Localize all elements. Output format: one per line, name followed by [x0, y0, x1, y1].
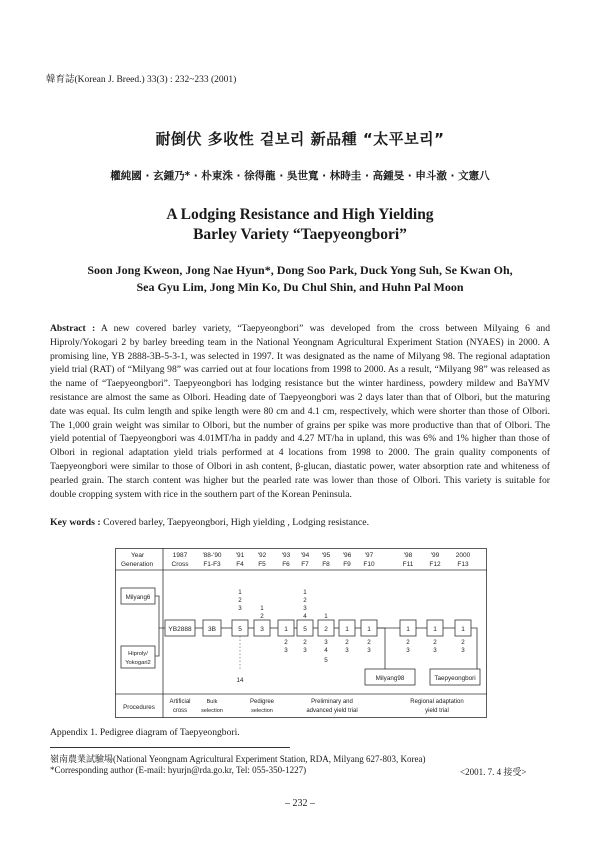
node-f7: 5 — [303, 626, 307, 633]
f4-sibling: 1 — [238, 589, 242, 596]
f8-sibling: 3 — [324, 639, 328, 646]
f7-sibling: 3 — [303, 605, 307, 612]
f7-sibling: 3 — [303, 647, 307, 654]
year-91: '91 — [235, 552, 245, 559]
f7-sibling: 4 — [303, 613, 307, 620]
gen-f4: F4 — [236, 561, 244, 568]
footnote-affiliation: 嶺南農業試驗場(National Yeongnam Agricultural Experiment Station, RDA, Milyang 627-803, Korea) — [50, 754, 426, 764]
year-97: '97 — [364, 552, 374, 559]
korean-title: 耐倒伏 多收性 겉보리 新品種 “太平보리” — [155, 130, 445, 148]
f4-sibling: 3 — [238, 605, 242, 612]
f13-sibling: 2 — [461, 639, 465, 646]
f4-sibling: 2 — [238, 597, 242, 604]
node-f5: 3 — [260, 626, 264, 633]
proc-bulk: Bulk — [206, 699, 218, 705]
figure-caption: Appendix 1. Pedigree diagram of Taepyeongbori. — [50, 727, 240, 738]
gen-f8: F8 — [322, 561, 330, 568]
f12-sibling: 3 — [433, 647, 437, 654]
proc-yield-trial: yield trial — [425, 708, 449, 714]
parent-yokogari-label: Yokogari2 — [125, 660, 151, 666]
proc-bulk-selection: selection — [201, 708, 223, 714]
taepyeongbori-label: Taepyeongbori — [434, 675, 476, 682]
gen-f5: F5 — [258, 561, 266, 568]
year-1987: 1987 — [172, 552, 188, 559]
english-authors-line-1: Soon Jong Kweon, Jong Nae Hyun*, Dong Soo Park, Duck Yong Suh, Se Kwan Oh, — [87, 263, 513, 277]
f10-sibling: 3 — [367, 647, 371, 654]
node-f9: 1 — [345, 626, 349, 633]
keywords — [50, 517, 550, 528]
f8-sibling: 5 — [324, 657, 328, 664]
proc-pedigree: Pedigree — [249, 699, 275, 705]
f6-sibling: 2 — [284, 639, 288, 646]
f12-sibling: 2 — [433, 639, 437, 646]
f5-sibling: 1 — [260, 605, 264, 612]
pedigree-diagram — [115, 548, 487, 718]
korean-authors: 權純國 · 玄鍾乃* · 朴東洙 · 徐得龍 · 吳世寬 · 林時圭 · 高鍾旻 · 申斗澈 · 文憲八 — [110, 170, 490, 182]
f7-sibling: 1 — [303, 589, 307, 596]
keywords-label: Key words : — [50, 517, 101, 528]
gen-f1-f3: F1-F3 — [203, 561, 221, 568]
journal-citation: 韓育誌(Korean J. Breed.) 33(3) : 232~233 (2001) — [46, 75, 237, 85]
footnote-corresponding: *Corresponding author (E-mail: hyurjn@rda.go.kr, Tel: 055-350-1227) — [50, 765, 307, 775]
gen-cross: Cross — [171, 561, 189, 568]
year-88-90: '88-'90 — [202, 552, 222, 559]
parent-milyang6-label: Milyang6 — [125, 594, 151, 601]
abstract-text: A new covered barley variety, “Taepyeongbori” was developed from the cross between Milyaing 6 and Hiproly/Yokogari 2 by barley breeding team in the National Yeongnam Agricultural Experiment Station (NYAES) in 2000. A promising line, YB 2888-3B-5-3-1, was selected in 1997. It was designated as the name of Milyang 98. The regional adaptation yield trial (RAT) of “Milyang 98” was carried out at four locations from 1998 to 2000. As a result, “Milyang 98” was released as the name of “Taepyeongbori”. Taepyeongbori has lodging resistance but the winter hardiness, powdery mildew and BaYMV resistance are almost the same as Olbori. Heading date of Taepyeongbori was 2 days later than that of Olbori, but the maturing date was equal. Its culm length and spike length were 80 cm and 4.1 cm, respectively, which were shorter than those of Olbori. The 1,000 grain weight was similar to Olbori, but the number of grains per spike was more productive than that of Olbori. The yield potential of Taepyeongbori was 4.01MT/ha in paddy and 4.27 MT/ha in upland, this was 6% and 1% higher than those of Olbori in regional adaptation yield trials performed at 4 locations from 1998 to 2000. The grain quality components of Taepyeongbori were similar to those of Olbori in ash content, β-glucan, diastatic power, water absorption rate and whiteness of pearled grain. The starch content was higher but the pearled rate was lower than those of Olbori. This variety is suitable for double cropping system with rice in the southern part of the Korean Peninsula. — [50, 323, 550, 500]
year-93: '93 — [281, 552, 291, 559]
milyang98-label: Milyang98 — [375, 675, 405, 682]
f10-sibling: 2 — [367, 639, 371, 646]
f8-sibling: 1 — [324, 613, 328, 620]
f13-sibling: 3 — [461, 647, 465, 654]
year-92: '92 — [257, 552, 267, 559]
f9-sibling: 2 — [345, 639, 349, 646]
f4-sibling-last: 14 — [236, 677, 244, 684]
f11-sibling: 3 — [406, 647, 410, 654]
node-f10: 1 — [367, 626, 371, 633]
proc-regional: Regional adaptation — [410, 699, 464, 705]
node-f6: 1 — [284, 626, 288, 633]
f7-sibling: 2 — [303, 597, 307, 604]
f6-sibling: 3 — [284, 647, 288, 654]
proc-artificial: Artificial — [169, 699, 191, 705]
node-f8: 2 — [324, 626, 328, 633]
year-2000: 2000 — [455, 552, 471, 559]
f7-sibling: 2 — [303, 639, 307, 646]
node-f12: 1 — [433, 626, 437, 633]
gen-f6: F6 — [282, 561, 290, 568]
year-95: '95 — [321, 552, 331, 559]
node-f13: 1 — [461, 626, 465, 633]
gen-f9: F9 — [343, 561, 351, 568]
gen-f10: F10 — [363, 561, 375, 568]
f9-sibling: 3 — [345, 647, 349, 654]
node-f11: 1 — [406, 626, 410, 633]
f11-sibling: 2 — [406, 639, 410, 646]
gen-f7: F7 — [301, 561, 309, 568]
generation-label: Generation — [121, 561, 154, 568]
received-date: <2001. 7. 4 接受> — [460, 767, 527, 777]
year-99: '99 — [430, 552, 440, 559]
footnote-divider — [50, 747, 290, 748]
gen-f13: F13 — [457, 561, 469, 568]
f8-sibling: 4 — [324, 647, 328, 654]
gen-f12: F12 — [429, 561, 441, 568]
english-title-line-2: Barley Variety “Taepyeongbori” — [193, 226, 407, 243]
parent-hiproly-label: Hiproly/ — [128, 651, 148, 657]
proc-preliminary: Preliminary and — [311, 699, 353, 705]
procedures-label: Procedures — [123, 704, 155, 711]
proc-pedigree-selection: selection — [251, 708, 273, 714]
proc-cross: cross — [172, 708, 188, 714]
node-f4: 5 — [238, 626, 242, 633]
node-3b: 3B — [208, 626, 216, 633]
year-98: '98 — [403, 552, 413, 559]
abstract — [50, 322, 550, 501]
keywords-text: Covered barley, Taepyeongbori, High yielding , Lodging resistance. — [103, 517, 370, 528]
abstract-label: Abstract : — [50, 323, 96, 334]
proc-advanced-yield: advanced yield trial — [306, 708, 358, 714]
english-authors-line-2: Sea Gyu Lim, Jong Min Ko, Du Chul Shin, and Huhn Pal Moon — [136, 280, 464, 294]
year-96: '96 — [342, 552, 352, 559]
node-yb2888: YB2888 — [168, 626, 192, 633]
page-number: – 232 – — [285, 798, 315, 809]
english-title-line-1: A Lodging Resistance and High Yielding — [166, 206, 434, 223]
year-label: Year — [131, 552, 145, 559]
year-94: '94 — [300, 552, 310, 559]
gen-f11: F11 — [402, 561, 414, 568]
f5-sibling: 2 — [260, 613, 264, 620]
